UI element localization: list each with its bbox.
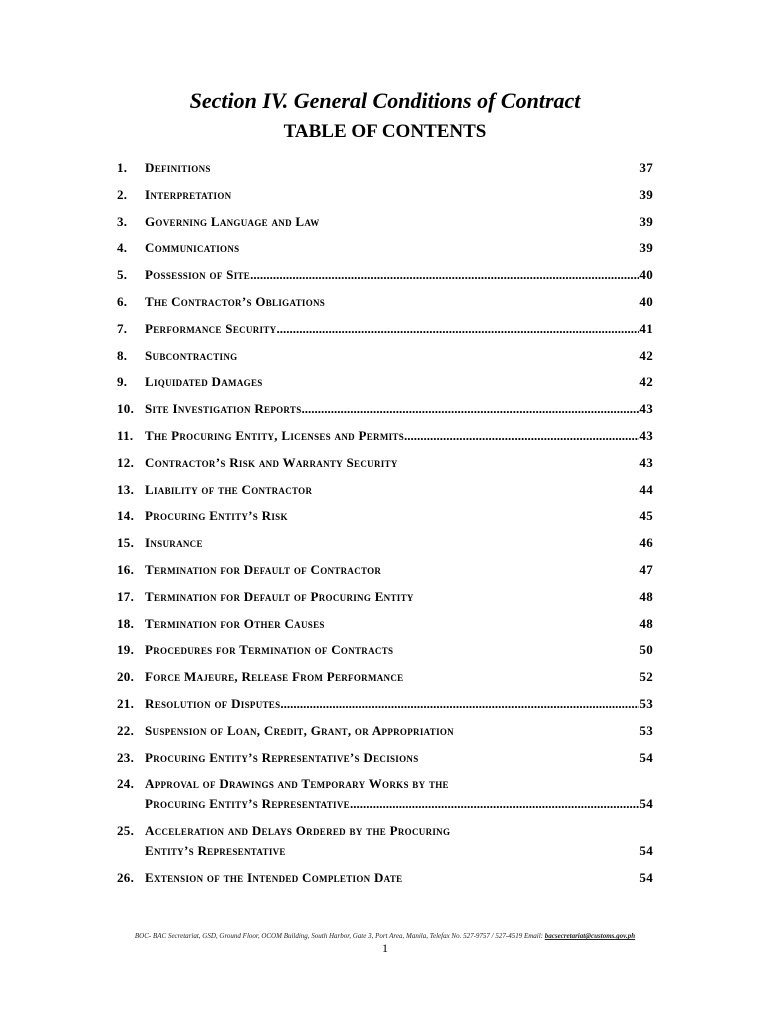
toc-entry-page: 45: [639, 508, 653, 524]
toc-entry[interactable]: [117, 748, 653, 768]
toc-entry-page: 50: [639, 642, 653, 658]
toc-entry-line: [145, 614, 653, 634]
toc-entry-number: 5.: [117, 267, 128, 283]
toc-entry-label: Communications: [145, 240, 240, 256]
toc-entry-line: [145, 821, 653, 841]
toc-entry-text: [145, 238, 653, 258]
toc-entry-number: 1.: [117, 160, 128, 175]
toc-entry-line: [145, 399, 653, 419]
toc-entry-label: Resolution of Disputes: [145, 696, 281, 711]
toc-entry-page: 43: [639, 401, 653, 417]
toc-entry-label: Contractor’s Risk and Warranty Security: [145, 454, 398, 470]
toc-entry-number: 22.: [117, 722, 135, 738]
toc-entry-line: [145, 667, 653, 687]
toc-entry-line: [145, 346, 653, 366]
toc-title: TABLE OF CONTENTS: [283, 121, 487, 142]
toc-entry-page: 53: [639, 722, 653, 738]
toc-entry-label: Entity’s Representative: [145, 843, 286, 859]
toc-entry-page: 40: [639, 267, 653, 283]
toc-entry[interactable]: [117, 372, 653, 392]
toc-entry-text: [145, 587, 653, 607]
toc-entry-line: [145, 372, 653, 392]
table-of-contents: [117, 158, 653, 895]
toc-entry[interactable]: [117, 346, 653, 366]
toc-entry-line: [145, 748, 653, 768]
toc-entry[interactable]: [117, 868, 653, 888]
toc-entry-line: [145, 587, 653, 607]
toc-entry-number: 9.: [117, 374, 128, 390]
toc-entry-label: Liability of the Contractor: [145, 481, 313, 497]
toc-entry-page: 39: [639, 213, 653, 229]
toc-entry-page: 39: [639, 240, 653, 256]
toc-entry-text: [145, 560, 653, 580]
toc-entry[interactable]: [117, 480, 653, 500]
toc-entry-line: [145, 694, 653, 714]
toc-entry-text: [145, 667, 653, 687]
toc-entry-page: 47: [639, 562, 653, 577]
toc-entry-page: 48: [639, 588, 653, 604]
toc-entry[interactable]: [117, 399, 653, 419]
toc-entry-number: 7.: [117, 320, 128, 336]
toc-entry-number: 19.: [117, 642, 135, 658]
toc-entry-line: [145, 319, 653, 339]
toc-entry-label: Liquidated Damages: [145, 374, 263, 390]
toc-entry-text: [145, 868, 653, 888]
page-number: 1: [382, 941, 388, 955]
toc-entry-line: [145, 212, 653, 232]
toc-entry-line: [145, 480, 653, 500]
toc-entry-number: 11.: [117, 428, 134, 443]
toc-entry-number: 21.: [117, 696, 135, 711]
toc-entry-label: Performance Security: [145, 320, 277, 336]
toc-entry-line: [145, 158, 653, 178]
toc-entry-number: 6.: [117, 294, 128, 309]
toc-entry-label: Definitions: [145, 160, 211, 175]
toc-entry-line: [145, 426, 653, 446]
toc-entry-line: [145, 794, 653, 814]
toc-entry[interactable]: [117, 506, 653, 526]
toc-dot-leader: [280, 694, 639, 714]
toc-entry-line: [145, 721, 653, 741]
toc-entry-line: [145, 533, 653, 553]
toc-entry-label: Procuring Entity’s Risk: [145, 508, 288, 524]
toc-entry[interactable]: [117, 238, 653, 258]
toc-entry-number: 18.: [117, 615, 135, 631]
toc-entry-page: 46: [639, 535, 653, 551]
toc-entry-label: Termination for Default of Contractor: [145, 562, 382, 577]
toc-entry-page: 53: [639, 696, 653, 711]
toc-dot-leader: [404, 426, 639, 446]
toc-entry-text: [145, 506, 653, 526]
toc-entry-label: Procuring Entity’s Representative’s Decisions: [145, 749, 419, 765]
toc-entry-page: 54: [639, 843, 653, 859]
toc-dot-leader: [276, 319, 639, 339]
toc-entry-number: 20.: [117, 669, 135, 685]
toc-entry-number: 16.: [117, 562, 135, 577]
toc-entry[interactable]: [117, 319, 653, 339]
toc-entry-label: The Contractor’s Obligations: [145, 294, 326, 309]
toc-entry-page: 37: [639, 160, 653, 175]
toc-entry-label: Force Majeure, Release From Performance: [145, 669, 404, 685]
toc-entry[interactable]: [117, 212, 653, 232]
toc-entry[interactable]: [117, 292, 653, 312]
toc-entry-label: Approval of Drawings and Temporary Works by the: [145, 776, 449, 792]
toc-entry-label: Acceleration and Delays Ordered by the Procuring: [145, 823, 451, 839]
toc-entry[interactable]: [117, 158, 653, 178]
toc-entry-label: Subcontracting: [145, 347, 238, 363]
toc-entry-text: [145, 614, 653, 634]
toc-entry-label: The Procuring Entity, Licenses and Permits: [145, 428, 405, 443]
toc-entry-page: 48: [639, 615, 653, 631]
toc-entry-text: [145, 185, 653, 205]
toc-entry-line: [145, 453, 653, 473]
toc-entry[interactable]: [117, 453, 653, 473]
toc-entry-page: 54: [639, 749, 653, 765]
toc-entry[interactable]: [117, 426, 653, 446]
toc-entry-label: Termination for Default of Procuring Entity: [145, 588, 414, 604]
toc-entry-number: 3.: [117, 213, 128, 229]
toc-entry-label: Interpretation: [145, 186, 232, 202]
toc-entry-number: 15.: [117, 535, 135, 551]
toc-entry-number: 4.: [117, 240, 128, 256]
toc-entry-line: [145, 640, 653, 660]
toc-entry-number: 8.: [117, 347, 128, 363]
toc-entry-text: [145, 372, 653, 392]
toc-entry-page: 43: [639, 428, 653, 443]
toc-entry-label: Extension of the Intended Completion Date: [145, 870, 403, 885]
toc-entry[interactable]: [117, 265, 653, 285]
toc-entry-text: [145, 694, 653, 714]
toc-entry-line: [145, 238, 653, 258]
toc-entry[interactable]: [117, 821, 653, 861]
toc-entry-number: 25.: [117, 823, 135, 839]
toc-entry-label: Termination for Other Causes: [145, 615, 325, 631]
toc-entry-text: [145, 426, 653, 446]
toc-entry-text: [145, 292, 653, 312]
toc-entry-number: 26.: [117, 870, 135, 885]
toc-entry-label: Insurance: [145, 535, 203, 551]
toc-entry-number: 10.: [117, 401, 135, 417]
toc-entry-text: [145, 533, 653, 553]
toc-entry-label: Procedures for Termination of Contracts: [145, 642, 394, 658]
toc-dot-leader: [250, 265, 639, 285]
toc-entry-label: Governing Language and Law: [145, 213, 320, 229]
toc-entry[interactable]: [117, 721, 653, 741]
footer-email-link[interactable]: bacsecretariat@customs.gov.ph: [544, 932, 636, 940]
toc-entry-label: Site Investigation Reports: [145, 401, 302, 417]
toc-entry-text: [145, 265, 653, 285]
toc-entry-label: Suspension of Loan, Credit, Grant, or Appropriation: [145, 722, 454, 738]
toc-entry-number: 14.: [117, 508, 135, 524]
toc-entry[interactable]: [117, 185, 653, 205]
toc-entry-text: [145, 212, 653, 232]
toc-entry-page: 52: [639, 669, 653, 685]
toc-entry-text: [145, 748, 653, 768]
toc-entry-number: 12.: [117, 454, 135, 470]
toc-entry-number: 23.: [117, 749, 135, 765]
toc-entry-line: [145, 868, 653, 888]
toc-entry-text: [145, 640, 653, 660]
toc-entry-text: [145, 821, 653, 861]
toc-entry-text: [145, 721, 653, 741]
toc-entry-line: [145, 185, 653, 205]
toc-entry-text: [145, 453, 653, 473]
toc-entry[interactable]: [117, 614, 653, 634]
toc-entry[interactable]: [117, 774, 653, 814]
toc-entry-number: 2.: [117, 186, 128, 202]
toc-dot-leader: [350, 794, 639, 814]
toc-entry-line: [145, 774, 653, 794]
toc-entry[interactable]: [117, 560, 653, 580]
toc-entry-text: [145, 774, 653, 814]
toc-entry-number: 17.: [117, 588, 135, 604]
toc-entry-label: Procuring Entity’s Representative: [145, 796, 350, 812]
toc-entry[interactable]: [117, 640, 653, 660]
toc-entry-page: 40: [639, 294, 653, 309]
toc-entry-text: [145, 346, 653, 366]
toc-entry-page: 44: [639, 481, 653, 497]
toc-entry[interactable]: [117, 587, 653, 607]
toc-entry-number: 24.: [117, 776, 135, 792]
toc-entry-text: [145, 319, 653, 339]
toc-dot-leader: [302, 399, 640, 419]
footer-address-text: BOC- BAC Secretariat, GSD, Ground Floor, OCOM Building, South Harbor, Gate 3, Port Area, Manila, Telefax No. 527-9757 / 527-4519 Email:: [134, 932, 544, 940]
section-title: Section IV. General Conditions of Contract: [189, 88, 581, 113]
toc-entry-line: [145, 506, 653, 526]
footer-address: [0, 932, 770, 940]
toc-entry-label: Possession of Site: [145, 267, 251, 283]
toc-entry[interactable]: [117, 694, 653, 714]
toc-entry[interactable]: [117, 667, 653, 687]
toc-entry-text: [145, 399, 653, 419]
toc-entry-page: 39: [639, 186, 653, 202]
toc-entry-page: 41: [639, 320, 653, 336]
toc-entry-line: [145, 265, 653, 285]
toc-entry-number: 13.: [117, 481, 135, 497]
toc-entry-page: 54: [639, 796, 653, 812]
toc-entry-text: [145, 480, 653, 500]
toc-entry[interactable]: [117, 533, 653, 553]
toc-entry-page: 43: [639, 454, 653, 470]
toc-entry-page: 42: [639, 374, 653, 390]
toc-entry-line: [145, 560, 653, 580]
toc-entry-line: [145, 292, 653, 312]
toc-entry-page: 54: [639, 870, 653, 885]
toc-entry-line: [145, 841, 653, 861]
toc-entry-text: [145, 158, 653, 178]
toc-entry-page: 42: [639, 347, 653, 363]
